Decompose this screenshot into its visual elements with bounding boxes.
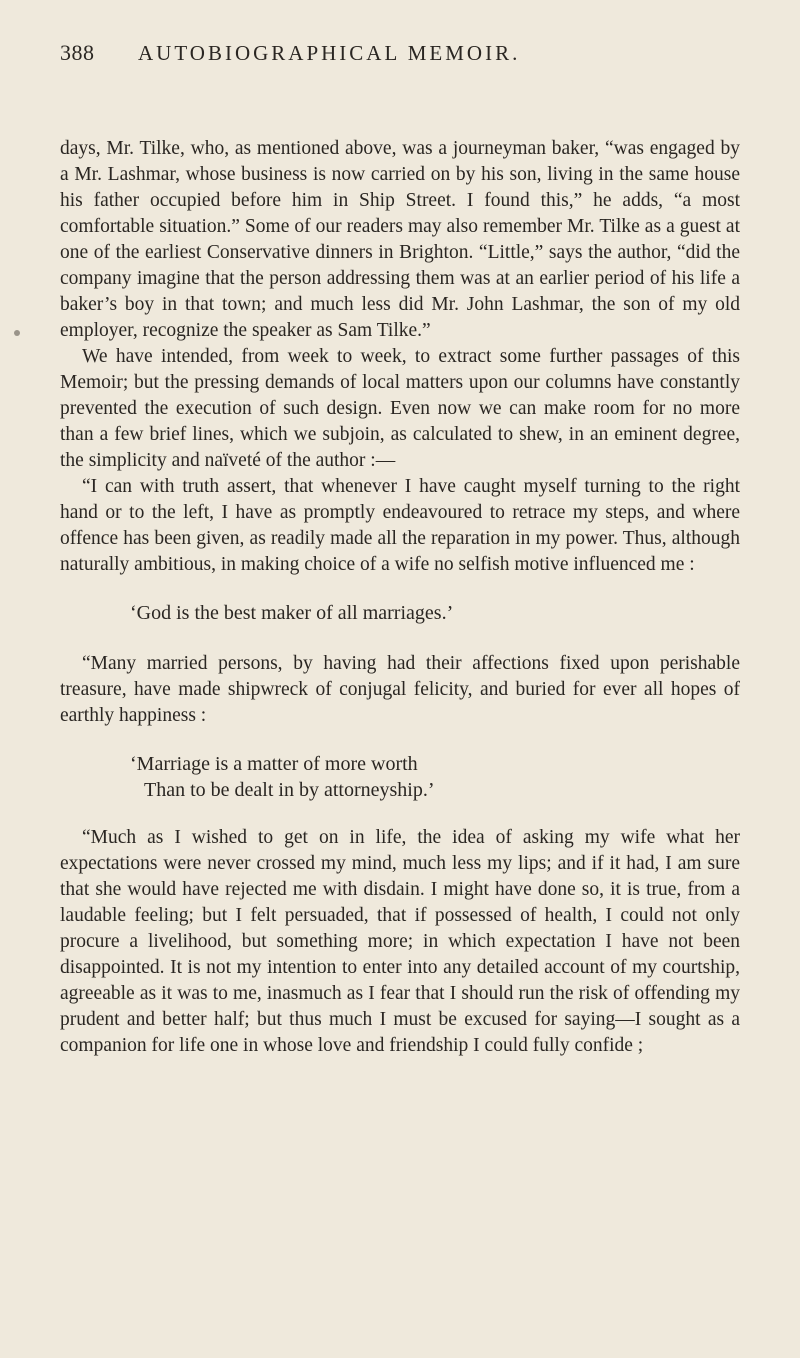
running-head [60, 40, 740, 84]
running-title: AUTOBIOGRAPHICAL MEMOIR. [138, 41, 521, 65]
verse-quotation [130, 751, 740, 803]
paragraph-1: days, Mr. Tilke, who, as mentioned above, was a journeyman baker, “was engaged by a Mr. Lashmar, whose business is now carried on by his son, living in the same house his father occupied before him in Ship Street. I found this,” he adds, “a most comfortable situation.” Some of our readers may also remember Mr. Tilke as a guest at one of the earliest Conservative dinners in Brighton. “Little,” says the author, “did the company imagine that the person addressing them was at an earlier period of his life a baker’s boy in that town; and much less did Mr. John Lashmar, the son of my old employer, recognize the speaker as Sam Tilke.” [60, 138, 740, 341]
margin-dot [14, 330, 20, 336]
verse-line-2: Than to be dealt in by attorneyship.’ [144, 779, 435, 801]
paragraph-2: We have intended, from week to week, to extract some further passages of this Memoir; but the pressing demands of local matters upon our columns have constantly prevented the execution of such design. Even now we can make room for no more than a few brief lines, which we subjoin, as calculated to shew, in an eminent degree, the simplicity and naïveté of the author :— [60, 346, 740, 471]
quotation-marriages: ‘God is the best maker of all marriages.’ [130, 602, 454, 624]
paragraph-5: “Much as I wished to get on in life, the idea of asking my wife what her expectations were never crossed my mind, much less my lips; and if it had, I am sure that she would have rejected me with disdain. I might have done so, it is true, from a laudable feeling; but I felt persuaded, that if possessed of health, I could not only procure a livelihood, but something more; in which expectation I have not been disappointed. It is not my intention to enter into any detailed account of my courtship, agreeable as it was to me, inasmuch as I fear that I should run the risk of offending my prudent and better half; but thus much I must be excused for saying—I sought as a companion for life one in whose love and friendship I could fully confide ; [60, 827, 740, 1056]
paragraph-4: “Many married persons, by having had their affections fixed upon perishable treasure, have made shipwreck of conjugal felicity, and buried for ever all hopes of earthly happiness : [60, 653, 740, 726]
page-number: 388 [60, 40, 95, 65]
verse-line-1: ‘Marriage is a matter of more worth [130, 753, 418, 775]
paragraph-3: “I can with truth assert, that whenever I have caught myself turning to the right hand or to the left, I have as promptly endeavoured to retrace my steps, and where offence has been given, as readily made all the reparation in my power. Thus, although naturally ambitious, in making choice of a wife no selfish motive influenced me : [60, 476, 740, 575]
body-text [60, 136, 740, 1059]
